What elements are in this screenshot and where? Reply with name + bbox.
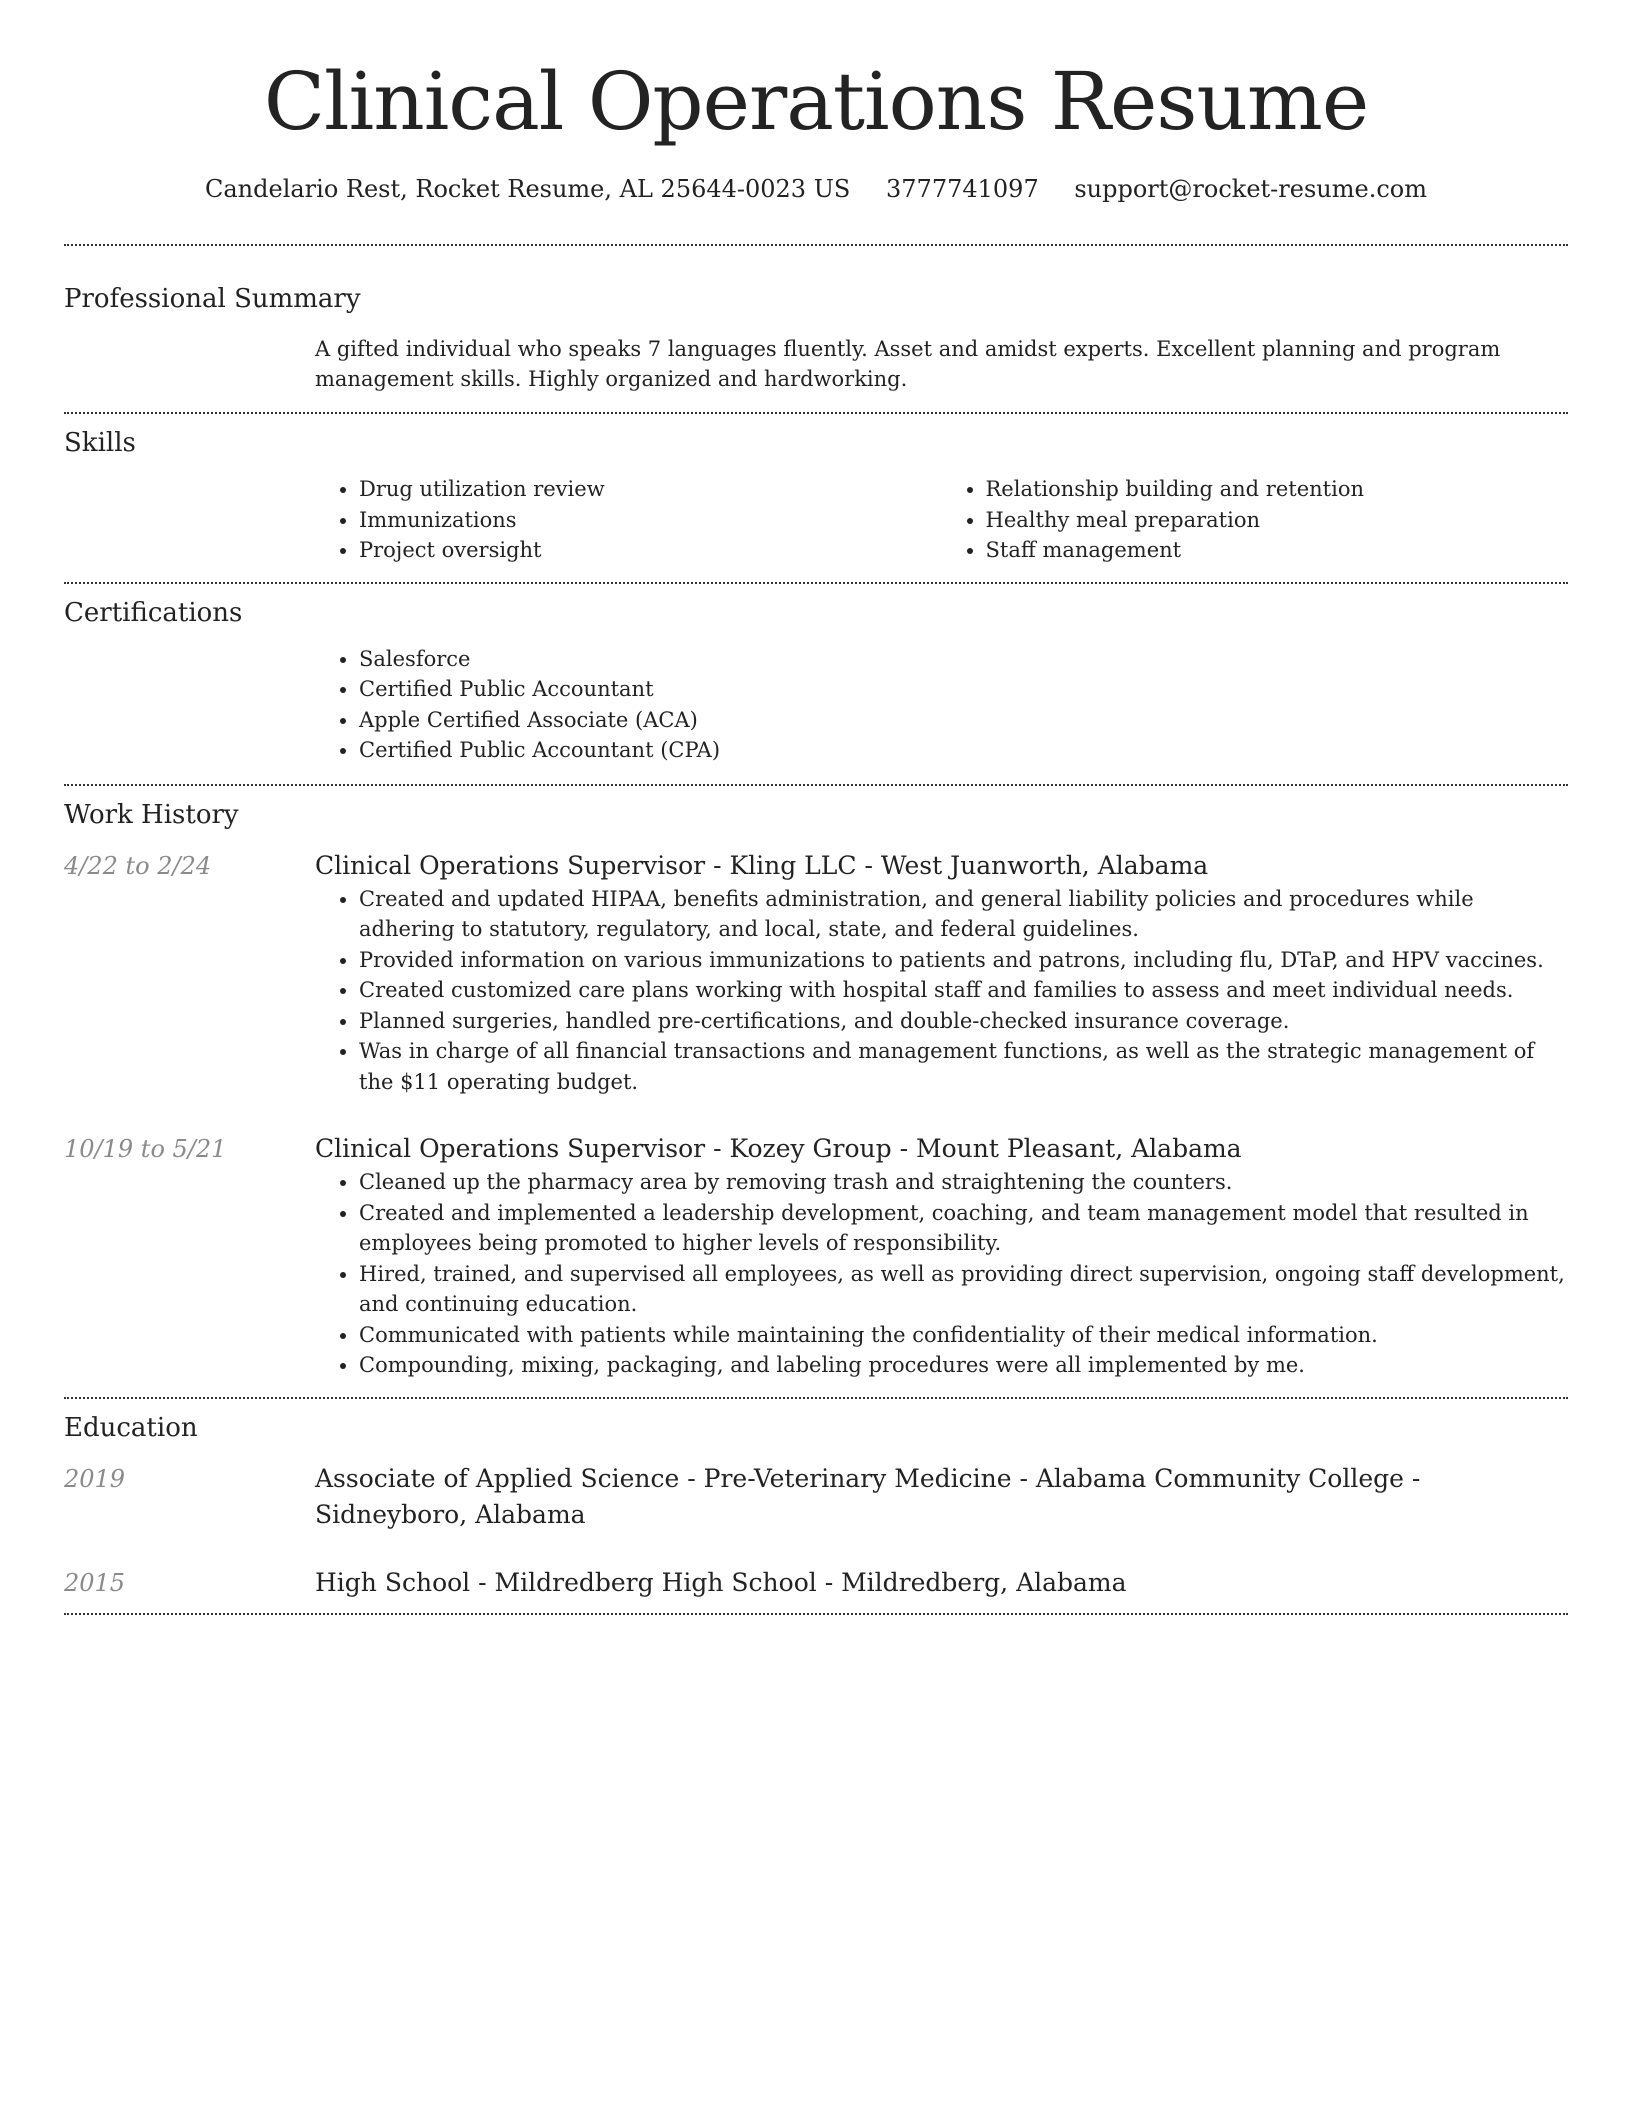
list-item: • Created and updated HIPAA, benefits administration, and general liability policies and procedures while adhering to statutory, regulatory, and local, state, and federal guidelines. xyxy=(359,884,1568,945)
education-year: 2019 xyxy=(64,1464,126,1493)
section-work-history xyxy=(64,786,1568,1397)
list-item: • Hired, trained, and supervised all employees, as well as providing direct supervision, ongoing staff development, and continuing education. xyxy=(359,1259,1568,1320)
education-entry xyxy=(64,1565,1568,1601)
list-item: • Was in charge of all financial transactions and management functions, as well as the strategic management of the $11 operating budget. xyxy=(359,1036,1568,1097)
job-heading xyxy=(315,848,1568,884)
job-title: Clinical Operations Supervisor xyxy=(315,1134,706,1163)
job-entry xyxy=(64,1131,1568,1381)
section-divider xyxy=(64,1613,1568,1615)
summary-text: A gifted individual who speaks 7 languages fluently. Asset and amidst experts. Excellent planning and program management skills. Highly organized and hardworking. xyxy=(315,337,1501,391)
contact-line xyxy=(64,172,1568,206)
job-heading xyxy=(315,1131,1568,1167)
job-employer-location: - Kozey Group - Mount Pleasant, Alabama xyxy=(705,1134,1242,1163)
education-year: 2015 xyxy=(64,1568,126,1597)
job-title: Clinical Operations Supervisor xyxy=(315,850,706,880)
section-heading: Work History xyxy=(64,799,239,830)
page-title: Clinical Operations Resume xyxy=(263,55,1369,148)
job-dates: 10/19 to 5/21 xyxy=(64,1135,227,1163)
skills-list-right xyxy=(942,474,1569,566)
education-entry xyxy=(64,1461,1568,1533)
education-heading xyxy=(315,1565,1568,1601)
section-education xyxy=(64,1399,1568,1613)
list-item: • Certified Public Accountant (CPA) xyxy=(359,735,1568,766)
education-school-location: - Mildredberg High School - Mildredberg, Alabama xyxy=(470,1567,1127,1597)
education-school-location: - Alabama Community College - Sidneyboro, Alabama xyxy=(315,1463,1421,1529)
list-item: • Project oversight xyxy=(359,535,942,566)
section-heading: Certifications xyxy=(64,597,243,628)
list-item: • Compounding, mixing, packaging, and labeling procedures were all implemented by me. xyxy=(359,1350,1568,1381)
list-item: • Planned surgeries, handled pre-certifications, and double-checked insurance coverage. xyxy=(359,1006,1568,1037)
list-item: • Cleaned up the pharmacy area by removing trash and straightening the counters. xyxy=(359,1167,1568,1198)
list-item: • Salesforce xyxy=(359,644,1568,675)
list-item: • Healthy meal preparation xyxy=(986,505,1569,536)
section-heading: Skills xyxy=(64,428,136,458)
section-professional-summary xyxy=(64,246,1568,412)
education-heading xyxy=(315,1461,1568,1533)
list-item: • Apple Certified Associate (ACA) xyxy=(359,705,1568,736)
section-certifications xyxy=(64,584,1568,784)
job-entry xyxy=(64,848,1568,1098)
section-heading: Professional Summary xyxy=(64,284,361,314)
contact-phone: 3777741097 xyxy=(886,175,1039,203)
job-bullets xyxy=(315,884,1568,1098)
section-heading: Education xyxy=(64,1412,198,1443)
education-degree: High School xyxy=(315,1567,471,1597)
contact-address: Candelario Rest, Rocket Resume, AL 25644-0023 US xyxy=(205,175,851,203)
contact-email: support@rocket-resume.com xyxy=(1074,175,1427,203)
certifications-list xyxy=(315,644,1568,766)
list-item: • Staff management xyxy=(986,535,1569,566)
list-item: • Relationship building and retention xyxy=(986,474,1569,505)
list-item: • Certified Public Accountant xyxy=(359,674,1568,705)
list-item: • Created and implemented a leadership development, coaching, and team management model that resulted in employees being promoted to higher levels of responsibility. xyxy=(359,1198,1568,1259)
list-item: • Created customized care plans working with hospital staff and families to assess and meet individual needs. xyxy=(359,975,1568,1006)
education-degree: Associate of Applied Science - Pre-Veterinary Medicine xyxy=(315,1463,1012,1493)
list-item: • Communicated with patients while maintaining the confidentiality of their medical information. xyxy=(359,1320,1568,1351)
skills-list-left xyxy=(315,474,942,566)
job-dates: 4/22 to 2/24 xyxy=(64,851,212,880)
job-employer-location: - Kling LLC - West Juanworth, Alabama xyxy=(705,850,1209,880)
job-bullets xyxy=(315,1167,1568,1381)
list-item: • Immunizations xyxy=(359,505,942,536)
list-item: • Drug utilization review xyxy=(359,474,942,505)
section-skills xyxy=(64,414,1568,582)
list-item: • Provided information on various immunizations to patients and patrons, including flu, DTaP, and HPV vaccines. xyxy=(359,945,1568,976)
